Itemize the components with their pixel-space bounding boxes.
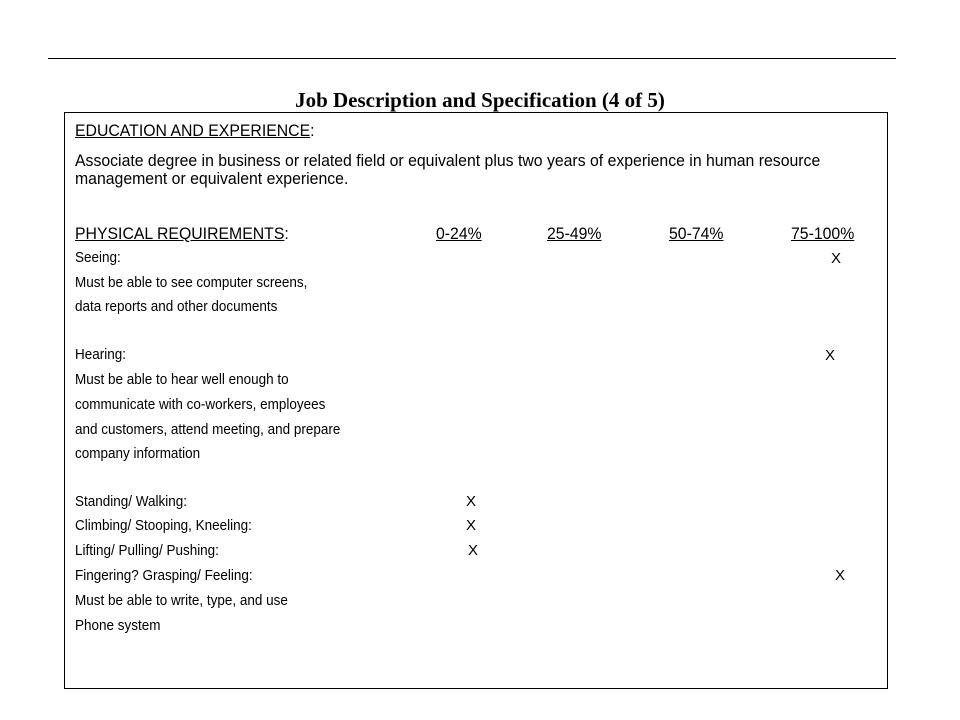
fingering-mark: X (835, 567, 846, 584)
standing-walking-mark: X (466, 493, 477, 510)
hearing-desc-line: communicate with co-workers, employees (75, 397, 326, 413)
education-text: Associate degree in business or related field or equivalent plus two years of experience in human resource management or equivalent experience. (75, 151, 821, 188)
column-25-49: 25-49% (547, 224, 602, 243)
climbing-label: Climbing/ Stooping, Kneeling: (75, 518, 252, 534)
top-divider (48, 58, 896, 59)
climbing-mark: X (466, 517, 477, 534)
column-0-24: 0-24% (436, 224, 482, 243)
physical-heading (75, 224, 289, 244)
lifting-mark: X (468, 542, 479, 559)
hearing-mark: X (825, 347, 836, 364)
hearing-desc-line: and customers, attend meeting, and prepare (75, 422, 341, 438)
fingering-desc-line: Phone system (75, 618, 161, 634)
hearing-desc-line: Must be able to hear well enough to (75, 372, 289, 388)
standing-walking-label: Standing/ Walking: (75, 494, 187, 510)
hearing-label: Hearing: (75, 347, 126, 363)
fingering-desc-line: Must be able to write, type, and use (75, 593, 288, 609)
education-heading (75, 121, 315, 141)
column-75-100: 75-100% (791, 224, 855, 243)
education-heading-colon: : (310, 121, 315, 140)
education-heading-text: EDUCATION AND EXPERIENCE (75, 121, 311, 140)
seeing-desc-line: Must be able to see computer screens, (75, 275, 308, 291)
column-50-74: 50-74% (669, 224, 724, 243)
seeing-label: Seeing: (75, 250, 121, 266)
physical-heading-colon: : (284, 224, 289, 243)
slide-title: Job Description and Specification (4 of 5) (295, 88, 665, 112)
hearing-desc-line: company information (75, 446, 201, 462)
seeing-mark: X (831, 250, 842, 267)
fingering-label: Fingering? Grasping/ Feeling: (75, 568, 253, 584)
physical-heading-text: PHYSICAL REQUIREMENTS (75, 224, 285, 243)
seeing-desc-line: data reports and other documents (75, 299, 278, 315)
lifting-label: Lifting/ Pulling/ Pushing: (75, 543, 219, 559)
